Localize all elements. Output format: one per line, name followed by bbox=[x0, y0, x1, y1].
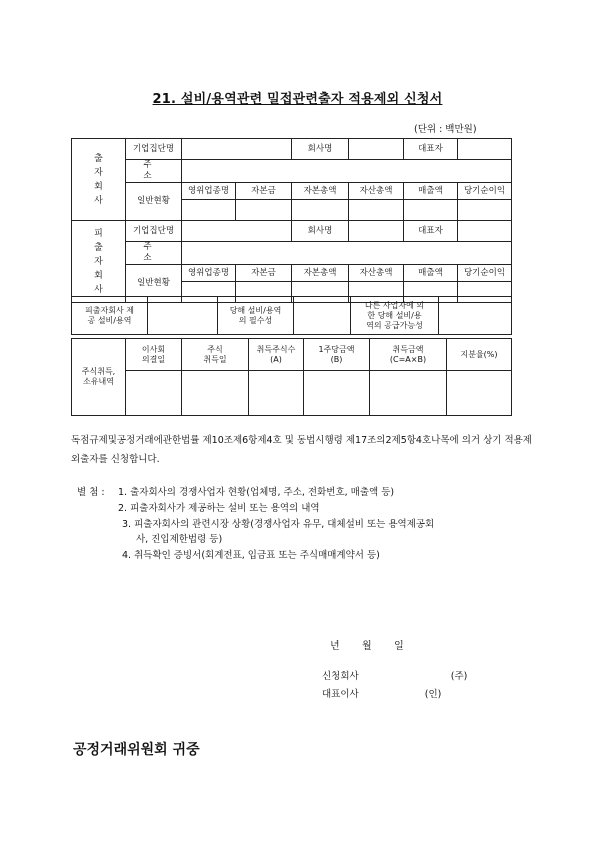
status-value-field[interactable] bbox=[349, 200, 404, 221]
address-field[interactable] bbox=[182, 160, 512, 183]
attachments-label: 별 첨 : bbox=[77, 487, 105, 498]
applicant-ceo-line bbox=[322, 686, 441, 700]
shares-acquired-field[interactable] bbox=[249, 371, 304, 416]
group-name-field[interactable] bbox=[182, 139, 292, 160]
address-label: 주 소 bbox=[126, 160, 182, 183]
status-col-capital: 자본금 bbox=[236, 265, 292, 282]
price-per-share-field[interactable] bbox=[304, 371, 370, 416]
document-title: 21. 설비/용역관련 밀접관련출자 적용제외 신청서 bbox=[152, 92, 443, 107]
acquisition-amount-field[interactable] bbox=[370, 371, 447, 416]
ceo-field[interactable] bbox=[458, 139, 512, 160]
status-col-business: 영위업종명 bbox=[182, 265, 236, 282]
status-col-sales: 매출액 bbox=[404, 265, 458, 282]
attachment-item: 3. 피출자회사의 관련시장 상황(경쟁사업자 유무, 대체설비 또는 용역제공회 bbox=[122, 519, 435, 530]
company-seal-mark: (주) bbox=[450, 671, 468, 682]
ownership-ratio-header: 지분율(%) bbox=[447, 339, 512, 371]
investor-section-label: 출 자 회 사 bbox=[72, 139, 126, 221]
status-value-field[interactable] bbox=[236, 200, 292, 221]
status-col-total-capital: 자본총액 bbox=[292, 265, 349, 282]
attachment-item: 4. 취득확인 증빙서(회계전표, 입금표 또는 주식매매계약서 등) bbox=[122, 550, 380, 561]
necessity-field[interactable] bbox=[294, 297, 351, 335]
investee-section-label: 피 출 자 회 사 bbox=[72, 221, 126, 303]
status-col-total-assets: 자산총액 bbox=[349, 265, 404, 282]
ceo-label: 대표자 bbox=[404, 139, 458, 160]
ownership-ratio-field[interactable] bbox=[447, 371, 512, 416]
shares-acquired-header: 취득주식수 (A) bbox=[249, 339, 304, 371]
attachment-item: 2. 피출자회사가 제공하는 설비 또는 용역의 내역 bbox=[118, 503, 320, 514]
company-name-label: 회사명 bbox=[292, 139, 349, 160]
status-col-business: 영위업종명 bbox=[182, 183, 236, 200]
supply-table bbox=[71, 296, 512, 335]
address-field[interactable] bbox=[182, 242, 512, 265]
company-name-field[interactable] bbox=[349, 221, 404, 242]
necessity-label: 당해 설비/용역 의 필수성 bbox=[218, 297, 294, 335]
applicant-company-line bbox=[322, 668, 467, 682]
acquisition-amount-header: 취득금액 (C=A×B) bbox=[370, 339, 447, 371]
price-per-share-header: 1주당금액 (B) bbox=[304, 339, 370, 371]
status-value-field[interactable] bbox=[292, 200, 349, 221]
ceo-field[interactable] bbox=[458, 221, 512, 242]
applicant-ceo-label: 대표이사 bbox=[322, 689, 359, 700]
attachment-item: 1. 출자회사의 경쟁사업자 현황(업체명, 주소, 전화번호, 매출액 등) bbox=[118, 487, 395, 498]
day-label: 일 bbox=[394, 641, 404, 652]
provided-service-field[interactable] bbox=[148, 297, 218, 335]
status-col-total-capital: 자본총액 bbox=[292, 183, 349, 200]
status-value-field[interactable] bbox=[404, 200, 458, 221]
alternative-supply-field[interactable] bbox=[439, 297, 512, 335]
recipient: 공정거래위원회 귀중 bbox=[73, 742, 200, 758]
attachment-item: 사, 진입제한법령 등) bbox=[136, 534, 223, 545]
acquisition-date-field[interactable] bbox=[182, 371, 249, 416]
address-label: 주 소 bbox=[126, 242, 182, 265]
status-label: 일반현황 bbox=[126, 265, 182, 303]
status-col-total-assets: 자산총액 bbox=[349, 183, 404, 200]
acquisition-table bbox=[71, 338, 512, 416]
month-label: 월 bbox=[362, 641, 372, 652]
status-col-sales: 매출액 bbox=[404, 183, 458, 200]
ceo-seal-mark: (인) bbox=[424, 689, 442, 700]
group-name-label: 기업집단명 bbox=[126, 139, 182, 160]
applicant-company-label: 신청회사 bbox=[322, 671, 359, 682]
date-line bbox=[330, 637, 404, 652]
status-col-capital: 자본금 bbox=[236, 183, 292, 200]
provided-service-label: 피출자회사 제 공 설비/용역 bbox=[72, 297, 148, 335]
group-name-field[interactable] bbox=[182, 221, 292, 242]
investee-table bbox=[71, 220, 512, 303]
ceo-label: 대표자 bbox=[404, 221, 458, 242]
group-name-label: 기업집단명 bbox=[126, 221, 182, 242]
year-label: 년 bbox=[330, 641, 340, 652]
application-statement: 독점규제및공정거래에관한법률 제10조제6항제4호 및 동법시행령 제17조의2제5항4호나목에 의거 상기 적용제외출자를 신청합니다. bbox=[71, 435, 532, 465]
company-name-label: 회사명 bbox=[292, 221, 349, 242]
acquisition-section-label: 주식취득, 소유내역 bbox=[72, 339, 126, 416]
unit-note: (단위 : 백만원) bbox=[414, 124, 477, 135]
status-col-net-income: 당기순이익 bbox=[458, 183, 512, 200]
company-name-field[interactable] bbox=[349, 139, 404, 160]
status-value-field[interactable] bbox=[182, 200, 236, 221]
status-label: 일반현황 bbox=[126, 183, 182, 221]
board-resolution-date-field[interactable] bbox=[126, 371, 182, 416]
status-value-field[interactable] bbox=[458, 200, 512, 221]
status-col-net-income: 당기순이익 bbox=[458, 265, 512, 282]
investor-table bbox=[71, 138, 512, 221]
board-resolution-date-header: 이사회 의결일 bbox=[126, 339, 182, 371]
alternative-supply-label: 다른 사업자에 의 한 당해 설비/용 역의 공급가능성 bbox=[351, 297, 439, 335]
acquisition-date-header: 주식 취득일 bbox=[182, 339, 249, 371]
